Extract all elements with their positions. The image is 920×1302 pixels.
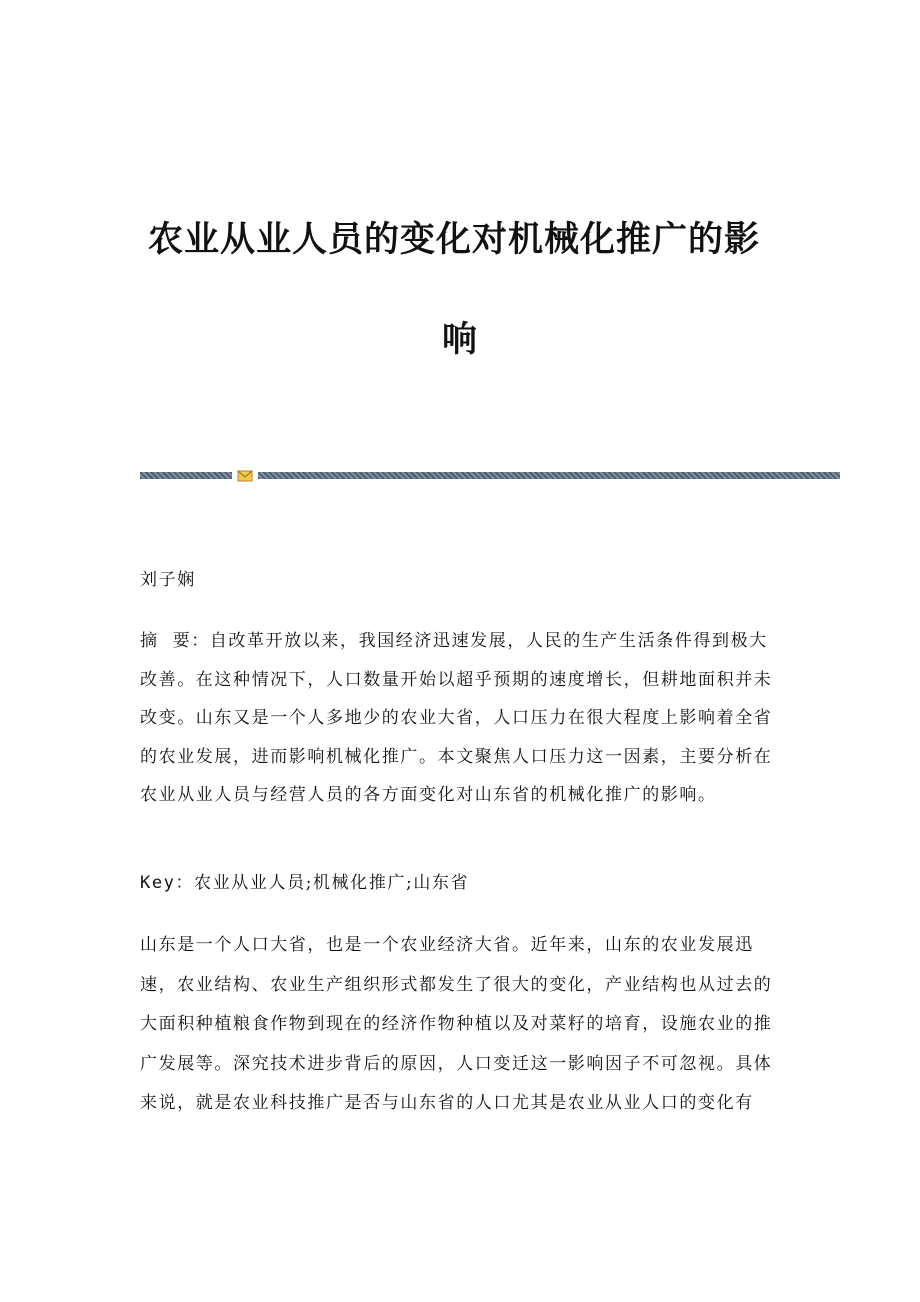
- abstract-label: 摘 要：: [140, 631, 210, 651]
- keywords-text: 农业从业人员;机械化推广;山东省: [194, 873, 470, 893]
- title-line-1: 农业从业人员的变化对机械化推广的影: [148, 219, 761, 260]
- decorative-divider: [140, 470, 840, 482]
- envelope-icon: [237, 470, 253, 482]
- divider-right-segment: [258, 472, 840, 479]
- keywords: [140, 869, 785, 897]
- divider-left-segment: [140, 472, 232, 479]
- keywords-label: Key：: [140, 873, 195, 893]
- author-name: 刘子娴: [140, 570, 196, 590]
- body-paragraph: 山东是一个人口大省，也是一个农业经济大省。近年来，山东的农业发展迅速，农业结构、农业生产组织形式都发生了很大的变化，产业结构也从过去的大面积种植粮食作物到现在的经济作物种植以及对菜籽的培育，设施农业的推广发展等。深究技术进步背后的原因，人口变迁这一影响因子不可忽视。具体来说，就是农业科技推广是否与山东省的人口尤其是农业从业人口的变化有: [140, 935, 773, 1113]
- title-line-2: 响: [441, 319, 478, 360]
- abstract: [140, 622, 785, 815]
- abstract-text: 自改革开放以来，我国经济迅速发展，人民的生产生活条件得到极大改善。在这种情况下，人口数量开始以超乎预期的速度增长，但耕地面积并未改变。山东又是一个人多地少的农业大省，人口压力在很大程度上影响着全省的农业发展，进而影响机械化推广。本文聚焦人口压力这一因素，主要分析在农业从业人员与经营人员的各方面变化对山东省的机械化推广的影响。: [140, 631, 773, 805]
